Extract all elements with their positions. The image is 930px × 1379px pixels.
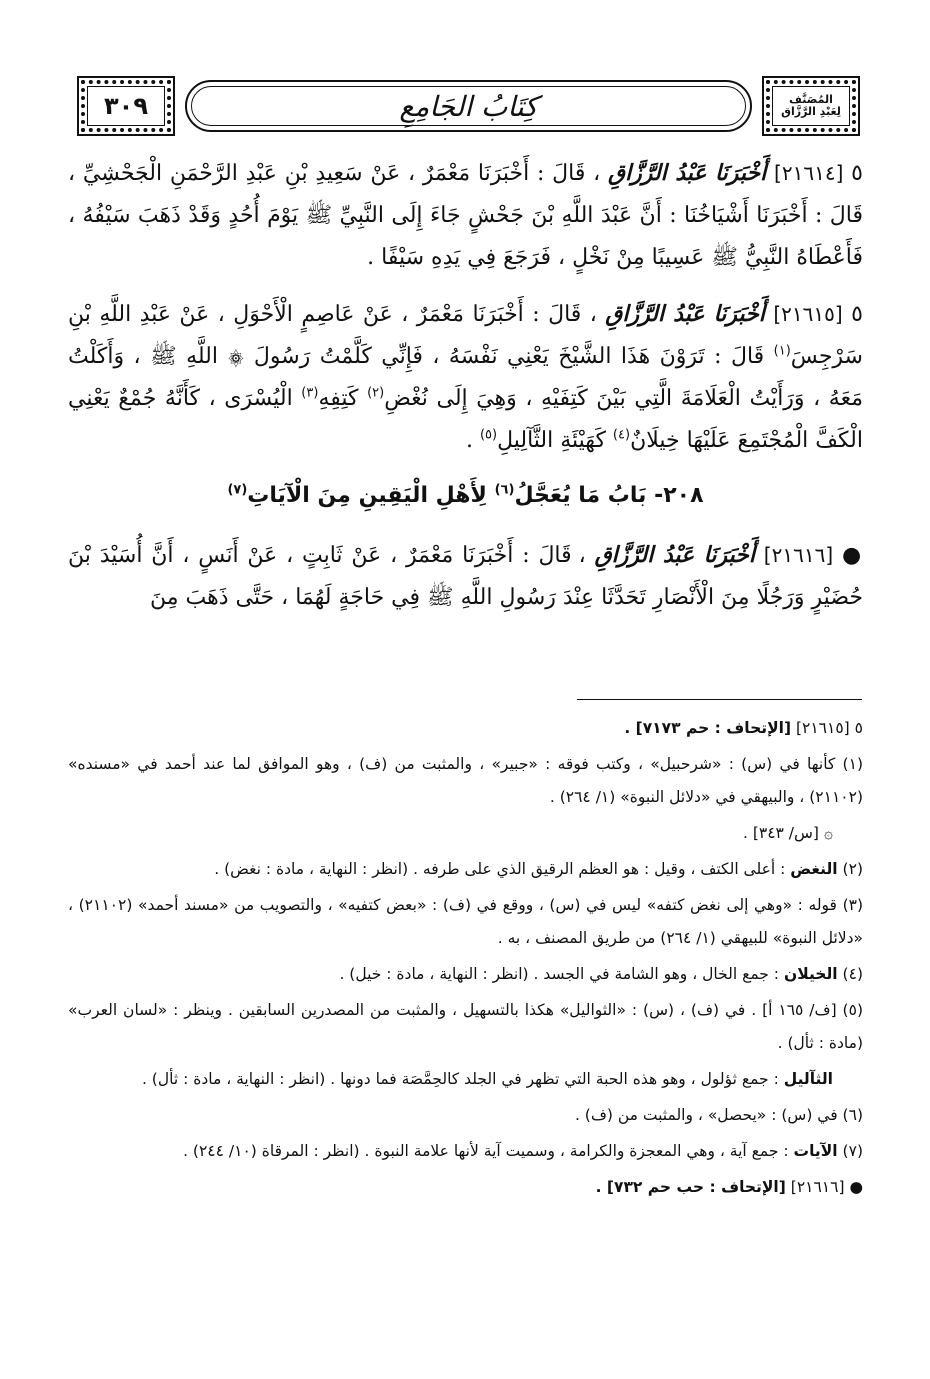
hadith-number: [٢١٦١٦]: [763, 543, 834, 567]
book-title-cartouche: [185, 80, 752, 132]
main-text: [68, 152, 863, 619]
hadith-text: ، قَالَ : أَخْبَرَنَا مَعْمَرٌ ، عَنْ سَعِيدِ بْنِ عَبْدِ الرَّحْمَنِ الْجَحْشِيِّ ، قَالَ : أَخْبَرَنَا أَشْيَاخُنَا : أَنَّ عَبْدَ اللَّهِ بْنَ جَحْشٍ جَاءَ إِلَى النَّبِيِّ ﷺ يَوْمَ أُحُدٍ وَقَدْ ذَهَبَ سَيْفُهُ ، فَأَعْطَاهُ النَّبِيُّ ﷺ عَسِيبًا مِنْ نَخْلٍ ، فَرَجَعَ فِي يَدِهِ سَيْفًا .: [68, 161, 863, 270]
footnotes: [68, 712, 863, 1207]
footnote-text: : جمع ثؤلول ، وهو هذه الحبة التي تظهر في الجلد كالحِمَّصَة فما دونها . (انظر : النهاية ، مادة : ثأل) .: [141, 1070, 779, 1088]
footnote-5: (٥) [ف/ ١٦٥ أ] . في (ف) ، (س) : «الثواليل» هكذا بالتسهيل ، والمثبت من المصدرين السابقين . وينظر : «لسان العرب» (مادة : ثأل) .: [68, 1001, 863, 1052]
hadith-21615: [68, 293, 863, 462]
footnote-text: : جمع الخال ، وهو الشامة في الجسد . (انظر : النهاية ، مادة : خيل) .: [339, 965, 780, 983]
footnote-divider: [577, 699, 862, 700]
ithaf-reference: [الإتحاف : حب حم ٧٣٢] .: [595, 1178, 786, 1196]
hadith-marker: ●: [849, 1178, 863, 1196]
footnote-number: (٤): [842, 965, 863, 983]
chapter-title: ٢٠٨- بَابُ مَا يُعَجَّلُ: [514, 483, 704, 508]
footnote-ref-6[interactable]: (٦): [494, 482, 515, 498]
footnote-ref-1[interactable]: (١): [773, 343, 791, 359]
hadith-text: كَتِفِهِ: [318, 386, 359, 411]
footnote-5-term: [68, 1063, 863, 1096]
footnote-term: الثآليل: [783, 1070, 833, 1088]
footnote-ref-5[interactable]: (٥): [479, 427, 498, 443]
hadith-marker: ٥: [854, 719, 863, 737]
footnote-4: [68, 958, 863, 991]
footnote-7: [68, 1135, 863, 1168]
page-number-box: [77, 76, 175, 136]
hadith-text: ، قَالَ : أَخْبَرَنَا مَعْمَرٌ ، عَنْ ثَابِتٍ ، عَنْ أَنَسٍ ، أَنَّ أُسَيْدَ بْنَ حُضَيْرٍ وَرَجُلًا مِنَ الْأَنْصَارِ تَحَدَّثَا عِنْدَ رَسُولِ اللَّهِ ﷺ فِي حَاجَةٍ لَهُمَا ، حَتَّى ذَهَبَ مِنَ: [68, 543, 863, 610]
logo-box: [762, 76, 860, 136]
book-title: كِتَابُ الجَامِعِ: [399, 89, 538, 123]
logo-line-2: لِعَبْدِ الرَّزَّاق: [781, 105, 841, 118]
narrator-source: أَخْبَرَنَا عَبْدُ الرَّزَّاقِ: [605, 301, 765, 327]
hadith-text: .: [465, 428, 473, 453]
footnote-ithaf-21615: [68, 712, 863, 745]
footnote-term: الخيلان: [783, 965, 838, 983]
chapter-heading: [68, 476, 863, 516]
ithaf-reference: [الإتحاف : حم ٧١٧٣] .: [624, 719, 792, 737]
footnote-term: النغض: [790, 860, 838, 878]
footnote-text: : أعلى الكتف ، وقيل : هو العظم الرقيق الذي على طرفه . (انظر : النهاية ، مادة : نغض) .: [214, 860, 786, 878]
hadith-21616: [68, 534, 863, 619]
footnote-number: (٢): [842, 860, 863, 878]
hadith-21614: [68, 152, 863, 279]
footnote-2: [68, 853, 863, 886]
hadith-text: كَهَيْئَةِ الثَّآلِيلِ: [497, 428, 606, 453]
footnote-manuscript-page: ۞ [س/ ٣٤٣] .: [742, 824, 833, 842]
footnote-ref-3[interactable]: (٣): [301, 385, 319, 401]
footnote-1: (١) كأنها في (س) : «شرحبيل» ، وكتب فوقه : «جبير» ، والمثبت من (ف) ، وهو الموافق لما عند أحمد في «مسنده» (٢١١٠٢) ، والبيهقي في «دلائل النبوة» (١/ ٢٦٤) .: [68, 755, 863, 806]
hadith-text: الْيُسْرَى ، كَأَنَّهُ جُمْعٌ يَعْنِي الْكَفَّ الْمُجْتَمِعَ عَلَيْهَا خِيلَانٌ: [68, 386, 863, 453]
hadith-marker: ٥: [851, 302, 863, 327]
footnote-ref-7[interactable]: (٧): [227, 482, 248, 498]
page-number: ٣٠٩: [98, 92, 154, 120]
hadith-number: [٢١٦١٤]: [774, 161, 844, 185]
logo-line-1: المُصَنَّف: [789, 93, 833, 106]
footnote-text: : جمع آية ، وهي المعجزة والكرامة ، وسميت آية لأنها علامة النبوة . (انظر : المرقاة (١٠/ ٢٤٤) .: [183, 1142, 789, 1160]
hadith-marker: ●: [841, 543, 863, 568]
footnote-number: (٧): [842, 1142, 863, 1160]
hadith-text: قَالَ : تَرَوْنَ هَذَا الشَّيْخَ يَعْنِي نَفْسَهُ ، فَإِنِّي كَلَّمْتُ رَسُولَ ۞ اللَّهِ ﷺ ، وَأَكَلْتُ مَعَهُ ، وَرَأَيْتُ الْعَلَامَةَ الَّتِي بَيْنَ كَتِفَيْهِ ، وَهِيَ إِلَى نُغْضِ: [68, 344, 864, 411]
narrator-source: أَخْبَرَنَا عَبْدُ الرَّزَّاقِ: [594, 542, 755, 568]
hadith-number: [٢١٦١٥]: [773, 302, 843, 326]
footnote-ithaf-21616: [68, 1171, 863, 1204]
footnote-3: (٣) قوله : «وهي إلى نغض كتفه» ليس في (س) ، ووقع في (ف) : «بعض كتفيه» ، والتصويب من «مسند أحمد» (٢١١٠٢) ، «دلائل النبوة» للبيهقي (١/ ٢٦٤) من طريق المصنف ، به .: [68, 896, 864, 947]
hadith-marker: ٥: [851, 161, 863, 186]
footnote-ref-4[interactable]: (٤): [612, 427, 631, 443]
hadith-text: ، قَالَ : أَخْبَرَنَا مَعْمَرٌ ، عَنْ عَاصِمٍ الْأَحْوَلِ ، عَنْ عَبْدِ اللَّهِ بْنِ سَرْجِسَ: [68, 302, 863, 369]
book-logo: [778, 93, 844, 119]
page-header: [77, 76, 860, 136]
footnote-term: الآيات: [793, 1142, 838, 1160]
narrator-source: أَخْبَرَنَا عَبْدُ الرَّزَّاقِ: [608, 160, 767, 186]
chapter-title-rest: لِأَهْلِ الْيَقِينِ مِنَ الْآيَاتِ: [247, 483, 487, 508]
footnote-6: (٦) في (س) : «يحصل» ، والمثبت من (ف) .: [574, 1106, 863, 1124]
hadith-number: [٢١٦١٥]: [795, 719, 850, 737]
footnote-ref-2[interactable]: (٢): [367, 385, 385, 401]
hadith-number: [٢١٦١٦]: [790, 1178, 845, 1196]
